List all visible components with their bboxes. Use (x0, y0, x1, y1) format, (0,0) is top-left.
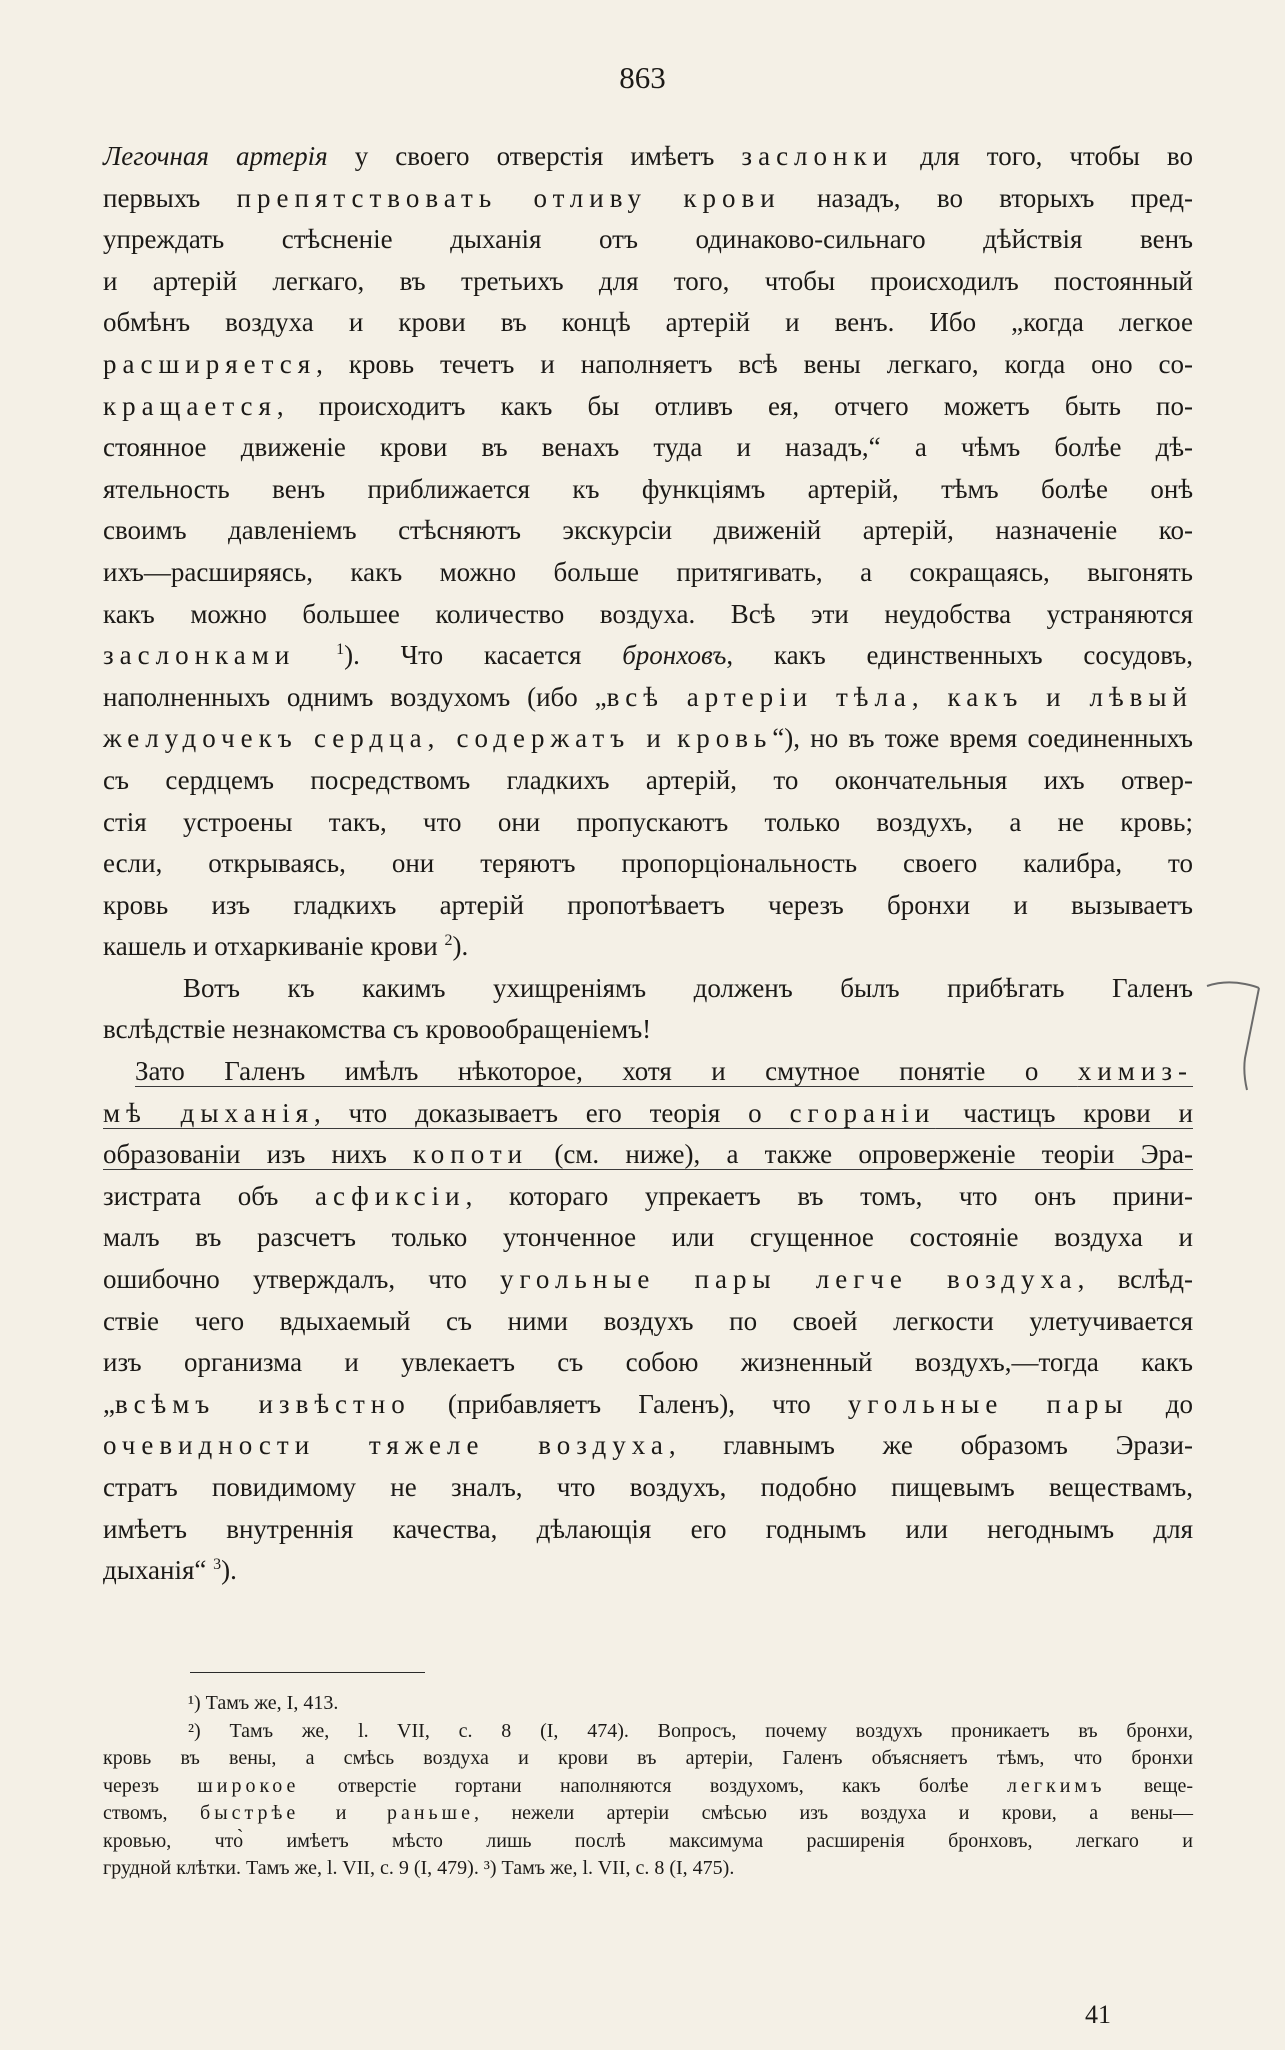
text-line: своимъ давленіемъ стѣсняютъ экскурсіи движеній артерій, назначеніе ко- (103, 515, 1193, 546)
text-line: и артерій легкаго, въ третьихъ для того, чтобы происходилъ постоянный (103, 265, 1193, 296)
footnote-line: ²) Тамъ же, l. VII, c. 8 (I, 474). Вопросъ, почему воздухъ проникаетъ въ бронхи, (188, 1719, 1193, 1742)
text-line: дыханія“ $^3$). (103, 1555, 237, 1586)
text-line: наполненныхъ однимъ воздухомъ (ибо „всѣ артеріи тѣла, какъ и лѣвый (103, 681, 1193, 712)
text-line: какъ можно большее количество воздуха. Всѣ эти неудобства устраняются (103, 598, 1193, 629)
text-line: съ сердцемъ посредствомъ гладкихъ артерій, то окончательныя ихъ отвер- (103, 764, 1193, 795)
text-line: кращается, происходитъ какъ бы отливъ ея, отчего можетъ быть по- (103, 390, 1193, 421)
text-line: ятельность венъ приближается къ функціямъ артерій, тѣмъ болѣе онѣ (103, 473, 1193, 504)
text-line: расширяется, кровь течетъ и наполняетъ всѣ вены легкаго, когда оно со- (103, 348, 1193, 379)
text-line: первыхъ препятствовать отливу крови назадъ, во вторыхъ пред- (103, 182, 1193, 213)
text-line: ошибочно утверждалъ, что угольные пары легче воздуха, вслѣд- (103, 1264, 1194, 1295)
footnote-line: грудной клѣтки. Тамъ же, l. VII, c. 9 (I, 479). ³) Тамъ же, l. VII, c. 8 (I, 475). (103, 1857, 735, 1879)
text-line: вслѣдствіе незнакомства съ кровообращеніемъ! (103, 1014, 652, 1045)
text-line: стратъ повидимому не зналъ, что воздухъ, подобно пищевымъ веществамъ, (103, 1472, 1193, 1502)
footnote-rule (190, 1672, 425, 1673)
text-line: зистрата объ асфиксіи, котораго упрекаетъ въ томъ, что онъ прини- (103, 1180, 1194, 1211)
footnote-line: ¹) Тамъ же, I, 413. (188, 1692, 339, 1714)
text-line: очевидности тяжеле воздуха, главнымъ же образомъ Эрази- (103, 1430, 1193, 1461)
text-line: кашель и отхаркиваніе крови $^2$). (103, 931, 469, 962)
text-line: кровь изъ гладкихъ артерій пропотѣваетъ черезъ бронхи и вызываетъ (103, 889, 1193, 920)
text-line: если, открываясь, они теряютъ пропорціональность своего калибра, то (103, 848, 1193, 879)
footnote-line: черезъ широкое отверстіе гортани наполняются воздухомъ, какъ болѣе легкимъ веще- (103, 1774, 1193, 1797)
text-line: упреждать стѣсненіе дыханія отъ одинаково-сильнаго дѣйствія венъ (103, 224, 1193, 255)
text-line: имѣетъ внутреннія качества, дѣлающія его годнымъ или негоднымъ для (103, 1513, 1193, 1544)
margin-pencil-mark (1205, 978, 1265, 1093)
text-line: заслонками $^1$). Что касается бронховъ, какъ единственныхъ сосудовъ, (103, 640, 1193, 671)
text-line: желудочекъ сердца, содержатъ и кровь“), но въ тоже время соединенныхъ (103, 723, 1193, 754)
text-line: Легочная артерія у своего отверстія имѣетъ заслонки для того, чтобы во (103, 141, 1193, 171)
footnote-ref: 1 (336, 641, 345, 659)
text-line: обмѣнъ воздуха и крови въ концѣ артерій и венъ. Ибо „когда легкое (103, 307, 1193, 338)
footnote-line: кровь въ вены, а смѣсь воздуха и крови въ артеріи, Галенъ объясняетъ тѣмъ, что бронхи (103, 1747, 1193, 1769)
footnote-ref: 2 (444, 932, 453, 950)
text-line: изъ организма и увлекаетъ съ собою жизненный воздухъ,—тогда какъ (103, 1347, 1193, 1378)
text-line: Зато Галенъ имѣлъ нѣкоторое, хотя и смутное понятіе о химиз- (135, 1056, 1193, 1087)
footnote-line: ствомъ, быстрѣе и раньше, нежели артеріи смѣсью изъ воздуха и крови, а вены— (103, 1802, 1193, 1824)
footnote-line: кровью, что̀ имѣетъ мѣсто лишь послѣ максимума расширенія бронховъ, легкаго и (103, 1829, 1193, 1852)
text-line: Вотъ къ какимъ ухищреніямъ долженъ былъ прибѣгать Галенъ (183, 972, 1193, 1003)
text-line: ихъ—расширяясь, какъ можно больше притягивать, а сокращаясь, выгонять (103, 556, 1193, 587)
text-line: стоянное движеніе крови въ венахъ туда и назадъ,“ а чѣмъ болѣе дѣ- (103, 432, 1193, 463)
text-line: ствіе чего вдыхаемый съ ними воздухъ по своей легкости улетучивается (103, 1305, 1193, 1336)
footnote-ref: 3 (213, 1556, 222, 1574)
text-line: образованіи изъ нихъ копоти (см. ниже), а также опроверженіе теоріи Эра- (103, 1139, 1194, 1170)
body-text (103, 136, 1193, 1592)
text-line: мѣ дыханія, что доказываетъ его теорія о сгораніи частицъ крови и (103, 1097, 1193, 1128)
page-number: 863 (619, 60, 666, 95)
text-line: малъ въ разсчетъ только утонченное или сгущенное состояніе воздуха и (103, 1222, 1193, 1253)
text-line: стія устроены такъ, что они пропускаютъ только воздухъ, а не кровь; (103, 806, 1193, 837)
text-line: „всѣмъ извѣстно (прибавляетъ Галенъ), что угольные пары до (103, 1388, 1193, 1419)
signature-mark: 41 (1085, 2000, 1111, 2029)
footnotes (103, 1690, 1193, 1883)
